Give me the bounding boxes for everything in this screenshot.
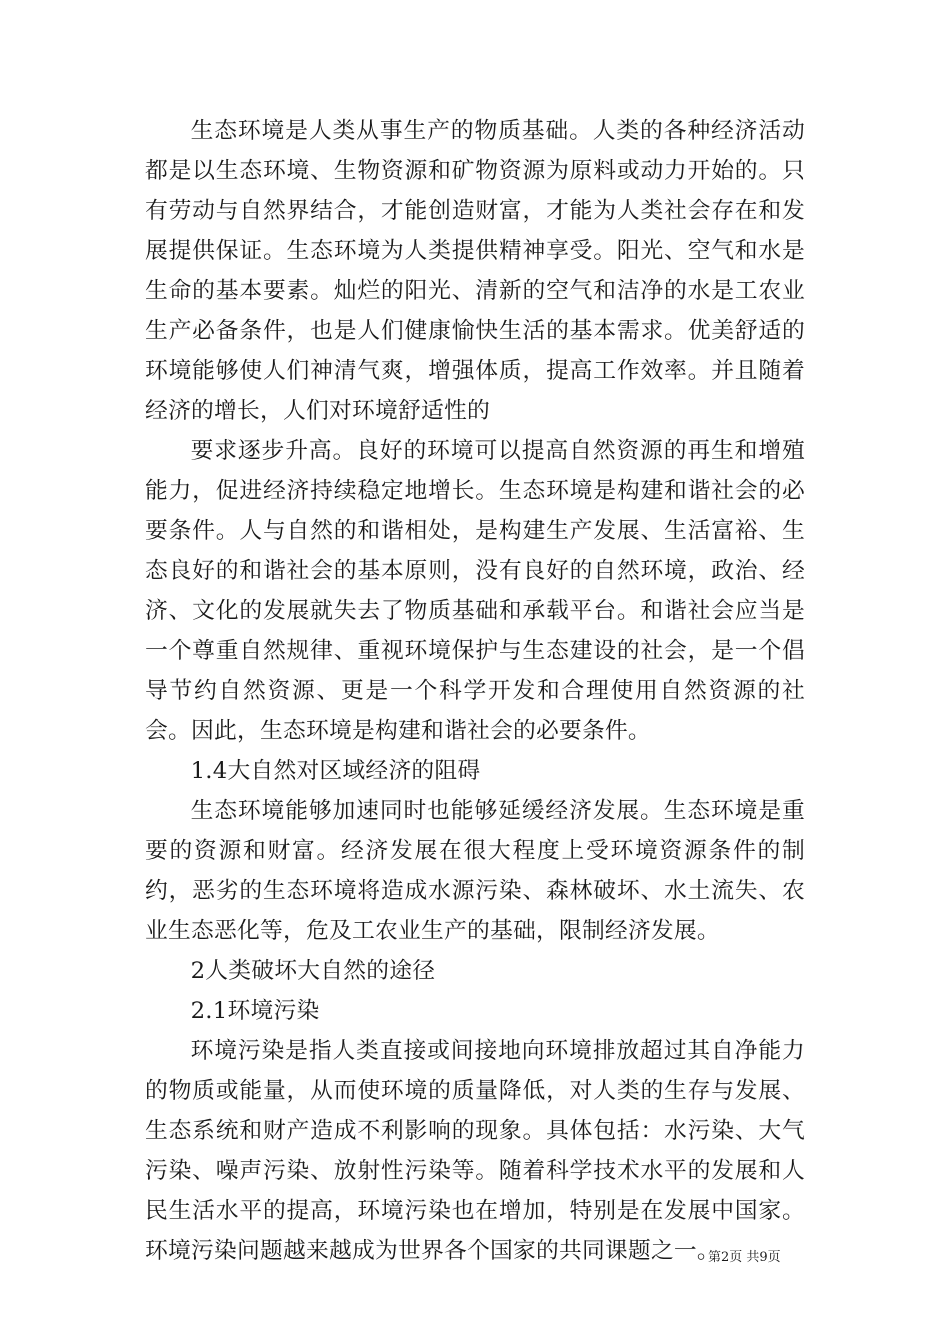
page-number-footer: 第2页 共9页	[708, 1250, 781, 1265]
paragraph-economic-obstacle: 生态环境能够加速同时也能够延缓经济发展。生态环境是重要的资源和财富。经济发展在很大程度上受环境资源条件的制约，恶劣的生态环境将造成水源污染、森林破坏、水土流失、农业生态恶化等，危及工农业生产的基础，限制经济发展。	[145, 798, 805, 944]
section-heading-2: 2人类破坏大自然的途径	[190, 958, 436, 984]
paragraph-ecology-foundation: 生态环境是人类从事生产的物质基础。人类的各种经济活动都是以生态环境、生物资源和矿物资源为原料或动力开始的。只有劳动与自然界结合，才能创造财富，才能为人类社会存在和发展提供保证。生态环境为人类提供精神享受。阳光、空气和水是生命的基本要素。灿烂的阳光、清新的空气和洁净的水是工农业生产必备条件，也是人们健康愉快生活的基本需求。优美舒适的环境能够使人们神清气爽，增强体质，提高工作效率。并且随着经济的增长，人们对环境舒适性的	[145, 118, 805, 424]
paragraph-environmental-pollution: 环境污染是指人类直接或间接地向环境排放超过其自净能力的物质或能量，从而使环境的质量降低，对人类的生存与发展、生态系统和财产造成不利影响的现象。具体包括：水污染、大气污染、噪声污染、放射性污染等。随着科学技术水平的发展和人民生活水平的提高，环境污染也在增加，特别是在发展中国家。环境污染问题越来越成为世界各个国家的共同课题之一。	[145, 1038, 805, 1264]
section-heading-1-4: 1.4大自然对区域经济的阻碍	[190, 758, 481, 784]
document-body	[145, 111, 805, 1271]
section-heading-2-1: 2.1环境污染	[190, 998, 320, 1024]
paragraph-harmonious-society: 要求逐步升高。良好的环境可以提高自然资源的再生和增殖能力，促进经济持续稳定地增长。生态环境是构建和谐社会的必要条件。人与自然的和谐相处，是构建生产发展、生活富裕、生态良好的和谐社会的基本原则，没有良好的自然环境，政治、经济、文化的发展就失去了物质基础和承载平台。和谐社会应当是一个尊重自然规律、重视环境保护与生态建设的社会，是一个倡导节约自然资源、更是一个科学开发和合理使用自然资源的社会。因此，生态环境是构建和谐社会的必要条件。	[145, 438, 805, 744]
